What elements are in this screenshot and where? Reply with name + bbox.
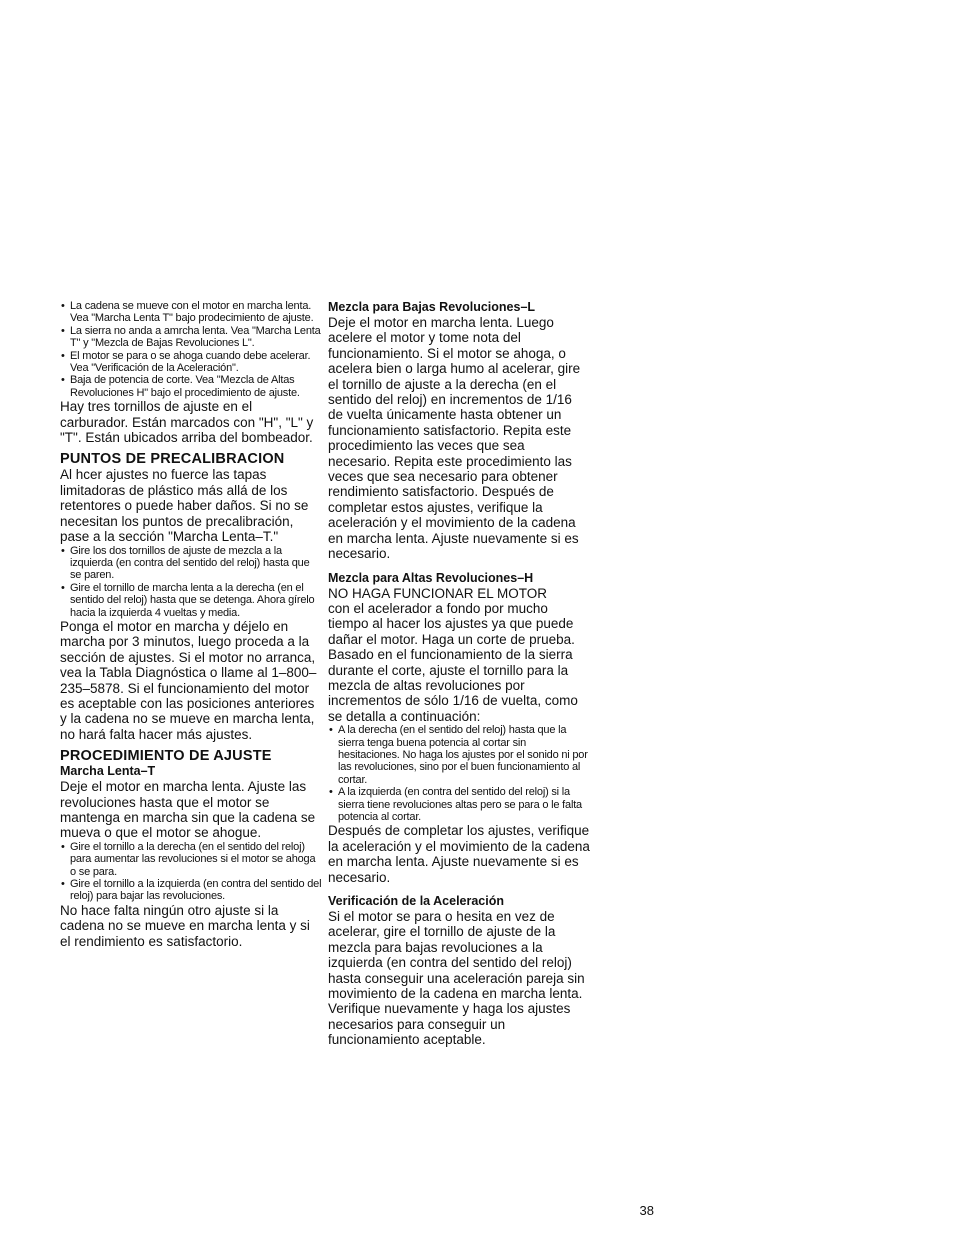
left-column bbox=[60, 300, 322, 949]
intro-bullet-list bbox=[60, 300, 322, 399]
list-item: • Gire los dos tornillos de ajuste de mezcla a la izquierda (en contra del sentido del reloj) hasta que se paren. bbox=[60, 545, 322, 582]
acceleration-heading: Verificación de la Aceleración bbox=[328, 894, 505, 909]
high-speed-heading: Mezcla para Altas Revoluciones–H bbox=[328, 570, 534, 585]
low-speed-paragraph: Deje el motor en marcha lenta. Luego acelere el motor y tome nota del funcionamiento. Si el motor se ahoga, o acelera bien o larga humo al acelerar, gire el tornillo de ajuste a la derecha (en el sentido del reloj) en incrementos de 1/16 de vuelta únicamente hasta obtener un funcionamiento satisfactorio. Repita este procedimiento las veces que sea necesario. Repita este procedimiento las veces que sea necesario para obtener rendimiento satisfactorio. Después de completar estos ajustes, verifique la aceleración y el movimiento de la cadena en marcha lenta. Ajuste nuevamente si es necesario. bbox=[328, 315, 581, 562]
high-speed-warning: NO HAGA FUNCIONAR EL MOTOR bbox=[328, 585, 548, 601]
list-item: • Gire el tornillo de marcha lenta a la derecha (en el sentido del reloj) hasta que se detenga. Ahora gírelo hacia la izquierda 4 vueltas y media. bbox=[60, 582, 322, 619]
precalibration-bullet-list bbox=[60, 545, 322, 619]
high-speed-bullet-list bbox=[328, 724, 590, 823]
acceleration-paragraph: Si el motor se para o hesita en vez de acelerar, gire el tornillo de ajuste de la mezcla para bajas revoluciones a la izquierda (en contra del sentido del reloj) hasta conseguir una aceleración pareja sin movimiento de la cadena en marcha lenta. Verifique nuevamente y haga los ajustes necesarios para conseguir un funcionamiento aceptable. bbox=[328, 909, 585, 1048]
precalibration-paragraph: Al hcer ajustes no fuerce las tapas limitadoras de plástico más allá de los retentores o puede haber daños. Si no se necesitan los puntos de precalibración, pase a la sección "Marcha Lenta–T." bbox=[60, 467, 309, 545]
list-item: • A la izquierda (en contra del sentido del reloj) si la sierra tiene revoluciones altas pero se para o le falta potencia al cortar. bbox=[328, 786, 590, 823]
list-item: • El motor se para o se ahoga cuando debe acelerar. Vea "Verificación de la Aceleración". bbox=[60, 350, 322, 375]
high-speed-closing-paragraph: Después de completar los ajustes, verifique la aceleración y el movimiento de la cadena en marcha lenta. Ajuste nuevamente si es necesario. bbox=[328, 823, 590, 885]
list-item: • La cadena se mueve con el motor en marcha lenta. Vea "Marcha Lenta T" bajo prodecimiento de ajuste. bbox=[60, 300, 322, 325]
list-item: • A la derecha (en el sentido del reloj) hasta que la sierra tenga buena potencia al cortar sin hesitaciones. No haga los ajustes por el sonido ni por las revoluciones, sino por el buen funcionamiento al cortar. bbox=[328, 724, 590, 786]
high-speed-paragraph: con el acelerador a fondo por mucho tiempo al hacer los ajustes ya que puede dañar el motor. Haga un corte de prueba. Basado en el funcionamiento de la sierra durante el corte, ajuste el tornillo para la mezcla de altas revoluciones por incrementos de sólo 1/16 de vuelta, como se detalla a continuación: bbox=[328, 600, 578, 724]
list-item: • Gire el tornillo a la izquierda (en contra del sentido del reloj) para bajar las revoluciones. bbox=[60, 878, 322, 903]
precalibration-heading: PUNTOS DE PRECALIBRACION bbox=[60, 451, 285, 468]
right-column bbox=[328, 300, 590, 1048]
list-item: • La sierra no anda a amrcha lenta. Vea "Marcha Lenta T" y "Mezcla de Bajas Revoluciones L". bbox=[60, 325, 322, 350]
list-item: • Gire el tornillo a la derecha (en el sentido del reloj) para aumentar las revoluciones si el motor se ahoga o se para. bbox=[60, 841, 322, 878]
page-number: 38 bbox=[639, 1203, 654, 1218]
low-speed-heading: Mezcla para Bajas Revoluciones–L bbox=[328, 300, 536, 314]
idle-paragraph: Deje el motor en marcha lenta. Ajuste las revoluciones hasta que el motor se mantenga en marcha sin que la cadena se mueva o que el motor se ahogue. bbox=[60, 779, 316, 841]
idle-closing-paragraph: No hace falta ningún otro ajuste si la cadena no se mueve en marcha lenta y si el rendimiento es satisfactorio. bbox=[60, 902, 310, 949]
screws-paragraph: Hay tres tornillos de ajuste en el carburador. Están marcados con "H", "L" y "T". Están ubicados arriba del bombeador. bbox=[60, 399, 314, 446]
idle-subheading: Marcha Lenta–T bbox=[60, 764, 156, 779]
start-engine-paragraph: Ponga el motor en marcha y déjelo en marcha por 3 minutos, luego proceda a la sección de ajustes. Si el motor no arranca, vea la Tabla Diagnóstica o llame al 1–800–235–5878. Si el funcionamiento del motor es aceptable con las posiciones anteriores y la cadena no se mueve en marcha lenta, no hará falta hacer más ajustes. bbox=[60, 618, 317, 742]
idle-bullet-list bbox=[60, 841, 322, 903]
procedure-heading: PROCEDIMIENTO DE AJUSTE bbox=[60, 748, 272, 765]
list-item: • Baja de potencia de corte. Vea "Mezcla de Altas Revoluciones H" bajo el procedimiento de ajuste. bbox=[60, 374, 322, 399]
